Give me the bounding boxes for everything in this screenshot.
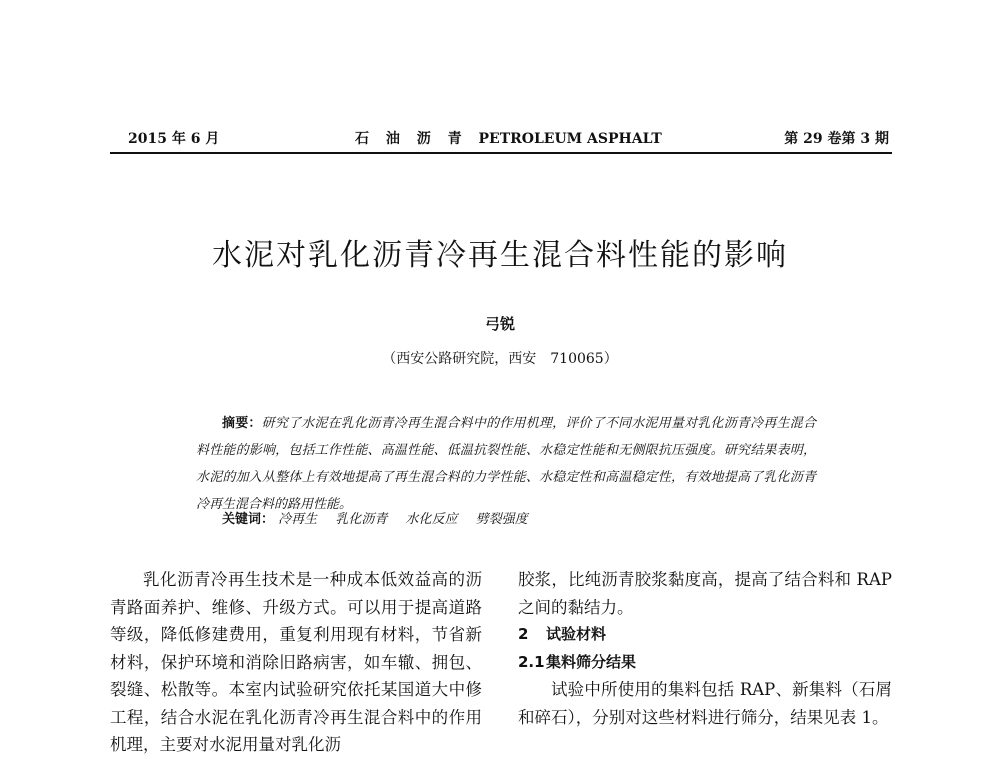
header-date: 2015 年 6 月 — [128, 131, 220, 147]
body-continuation: 胶浆，比纯沥青胶浆黏度高，提高了结合料和 RAP 之间的黏结力。 — [518, 570, 892, 617]
keyword-item: 乳化沥青 — [335, 512, 388, 527]
body-right-column — [518, 566, 892, 731]
author-affiliation: （西安公路研究院，西安 710065） — [382, 351, 618, 367]
body-left-column: 乳化沥青冷再生技术是一种成本低效益高的沥青路面养护、维修、升级方式。可以用于提高道路等级，降低修建费用，重复利用现有材料，节省新材料，保护环境和消除旧路病害，如车辙、拥包、裂缝、松散等。本室内试验研究依托某国道大中修工程，结合水泥在乳化沥青冷再生混合料中的作用机理，主要对水泥用量对乳化沥 — [110, 570, 482, 754]
section-heading-2 — [518, 621, 892, 649]
article-title: 水泥对乳化沥青冷再生混合料性能的影响 — [212, 238, 788, 273]
header-rule — [110, 152, 892, 154]
abstract-label: 摘要： — [222, 416, 262, 431]
keywords — [222, 508, 542, 527]
abstract — [196, 410, 816, 518]
keyword-item: 水化反应 — [405, 512, 458, 527]
section-number: 2.1 — [518, 652, 545, 671]
section-title: 集料筛分结果 — [546, 652, 637, 671]
section-2-1-text: 试验中所使用的集料包括 RAP、新集料（石屑和碎石），分别对这些材料进行筛分，结果见表 1。 — [518, 680, 892, 727]
journal-name-en: PETROLEUM ASPHALT — [478, 131, 662, 147]
keyword-item: 冷再生 — [278, 512, 318, 527]
journal-name-cn: 石 油 沥 青 — [355, 131, 468, 147]
abstract-text: 研究了水泥在乳化沥青冷再生混合料中的作用机理，评价了不同水泥用量对乳化沥青冷再生混合料性能的影响，包括工作性能、高温性能、低温抗裂性能、水稳定性能和无侧限抗压强度。研究结果表明，水泥的加入从整体上有效地提高了再生混合料的力学性能、水稳定性和高温稳定性，有效地提高了乳化沥青冷再生混合料的路用性能。 — [196, 416, 816, 512]
header-issue: 第 29 卷第 3 期 — [784, 131, 889, 147]
author-name: 弓锐 — [484, 315, 515, 333]
keyword-item: 劈裂强度 — [475, 512, 528, 527]
section-heading-2-1 — [518, 649, 892, 677]
section-title: 试验材料 — [546, 625, 607, 643]
header-journal — [355, 128, 662, 148]
keywords-label: 关键词： — [222, 512, 275, 527]
section-number: 2 — [518, 625, 529, 643]
